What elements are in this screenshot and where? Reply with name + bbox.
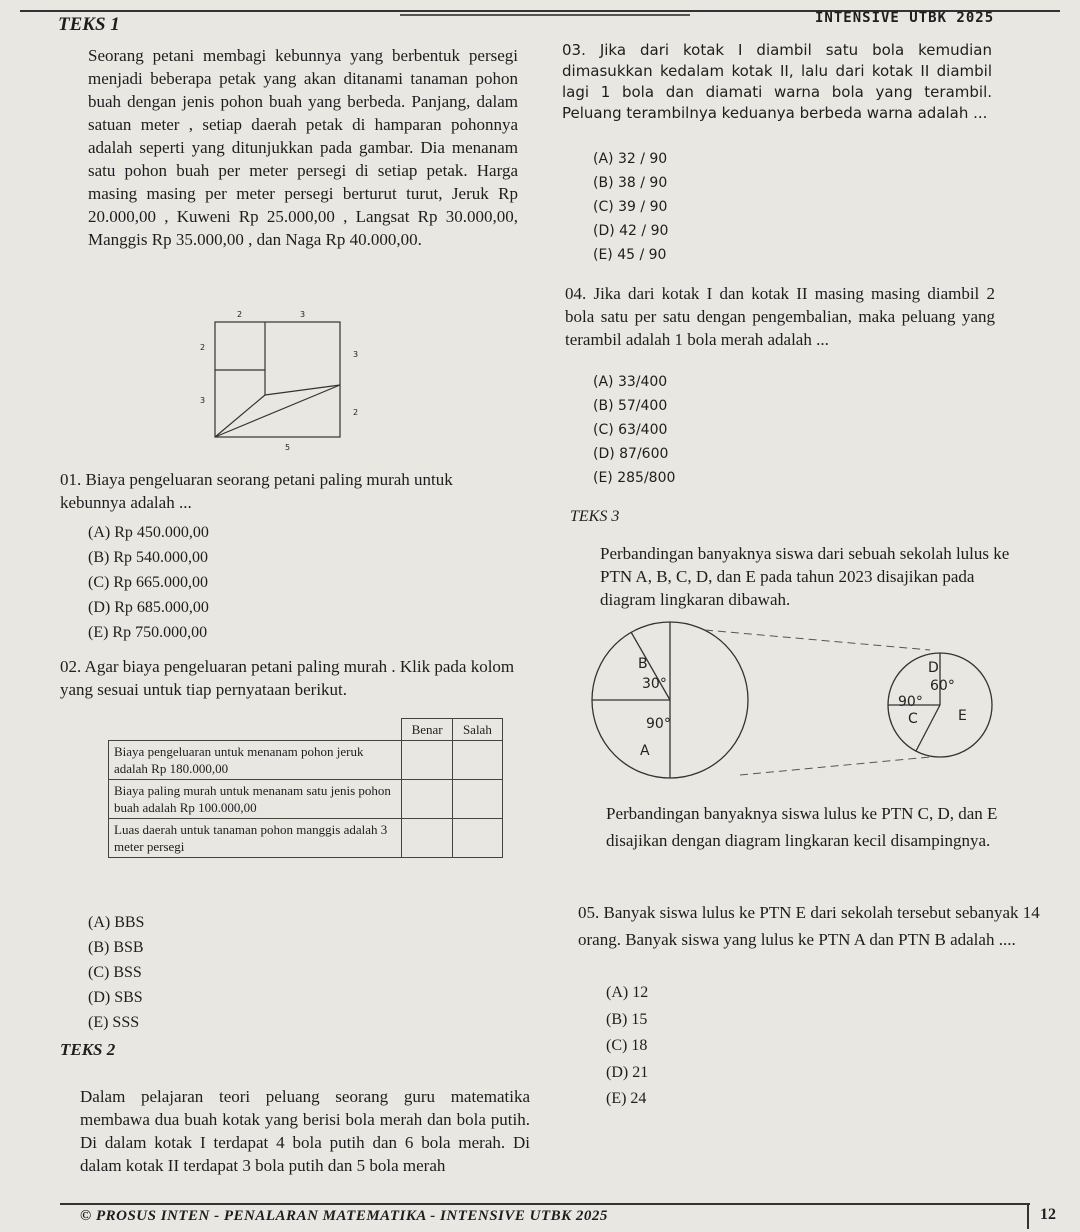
q01-option[interactable]: (C) Rp 665.000,00 [88, 574, 208, 591]
garden-divider [215, 395, 265, 437]
pie-label-a: A [640, 743, 650, 759]
q03-option[interactable]: (E) 45 / 90 [593, 247, 667, 263]
q01-option[interactable]: (A) Rp 450.000,00 [88, 524, 209, 541]
statement-3: Luas daerah untuk tanaman pohon manggis adalah 3 meter persegi [109, 819, 402, 858]
pie-label-c: C [908, 711, 918, 727]
header-salah: Salah [452, 719, 502, 741]
header-rule-2 [400, 14, 690, 16]
q01-option[interactable]: (D) Rp 685.000,00 [88, 599, 209, 616]
pie-diagram [590, 620, 1030, 790]
benar-cell-3[interactable] [402, 819, 452, 858]
q04-option[interactable]: (D) 87/600 [593, 446, 669, 462]
table-row [109, 741, 503, 780]
benar-cell-2[interactable] [402, 780, 452, 819]
pie-label-e: E [958, 708, 967, 724]
q01-option[interactable]: (B) Rp 540.000,00 [88, 549, 208, 566]
q01-options [88, 520, 209, 645]
pie-label-b: B [638, 656, 648, 672]
q04-option[interactable]: (C) 63/400 [593, 422, 668, 438]
pie-angle-a: 90° [646, 716, 671, 732]
q04-options [593, 370, 675, 490]
pie-angle-b: 30° [642, 676, 667, 692]
pie-label-d: D [928, 660, 939, 676]
q02-options [88, 910, 144, 1035]
salah-cell-1[interactable] [452, 741, 502, 780]
teks2-intro: Dalam pelajaran teori peluang seorang guru matematika membawa dua buah kotak yang berisi bola merah dan bola putih. Di dalam kotak I terdapat 4 bola putih dan 6 bola merah. Di dalam kotak II terdapat 3 bola putih dan 5 bola merah [80, 1087, 530, 1175]
q03-options [593, 147, 668, 267]
label-right-a: 3 [353, 350, 359, 359]
teks3-note: Perbandingan banyaknya siswa lulus ke PTN C, D, dan E disajikan dengan diagram lingkaran kecil disampingnya. [606, 804, 998, 850]
footer-text: © PROSUS INTEN - PENALARAN MATEMATIKA - INTENSIVE UTBK 2025 [80, 1208, 608, 1224]
footer-rule [60, 1203, 1030, 1205]
page-divider [1027, 1205, 1029, 1229]
q01-stem: 01. Biaya pengeluaran seorang petani paling murah untuk kebunnya adalah ... [60, 470, 453, 512]
teks3-title: TEKS 3 [570, 508, 620, 525]
statement-2: Biaya paling murah untuk menanam satu jenis pohon buah adalah Rp 100.000,00 [109, 780, 402, 819]
q03-option[interactable]: (C) 39 / 90 [593, 199, 668, 215]
label-left-a: 2 [200, 343, 206, 352]
benar-cell-1[interactable] [402, 741, 452, 780]
q02-option[interactable]: (D) SBS [88, 989, 143, 1006]
q05-option[interactable]: (D) 21 [606, 1063, 649, 1081]
q02-option[interactable]: (B) BSB [88, 939, 144, 956]
pie-angle-c: 90° [898, 694, 923, 710]
pie-angle-d: 60° [930, 678, 955, 694]
q02-table [108, 718, 503, 858]
q03-option[interactable]: (A) 32 / 90 [593, 151, 668, 167]
q03-option[interactable]: (B) 38 / 90 [593, 175, 668, 191]
garden-figure [190, 305, 370, 455]
page-number: 12 [1040, 1206, 1056, 1223]
connector-line [740, 757, 930, 775]
q03-stem: 03. Jika dari kotak I diambil satu bola kemudian dimasukkan kedalam kotak II, lalu dari kotak II diambil lagi 1 bola dan diamati warna bola yang terambil. Peluang terambilnya keduanya berbeda warna adalah ... [562, 41, 992, 122]
q01-option[interactable]: (E) Rp 750.000,00 [88, 624, 208, 641]
label-bottom: 5 [285, 443, 291, 452]
q02-stem: 02. Agar biaya pengeluaran petani paling murah . Klik pada kolom yang sesuai untuk tiap pernyataan berikut. [60, 657, 515, 699]
q02-option[interactable]: (C) BSS [88, 964, 142, 981]
connector-line [705, 630, 930, 650]
table-corner [109, 719, 402, 741]
q02-option[interactable]: (A) BBS [88, 914, 145, 931]
q05-option[interactable]: (E) 24 [606, 1090, 647, 1107]
label-left-b: 3 [200, 396, 206, 405]
label-top-a: 2 [237, 310, 243, 319]
q05-option[interactable]: (C) 18 [606, 1037, 648, 1054]
label-right-b: 2 [353, 408, 359, 417]
q04-option[interactable]: (A) 33/400 [593, 374, 668, 390]
q04-option[interactable]: (E) 285/800 [593, 470, 676, 486]
q05-option[interactable]: (B) 15 [606, 1010, 648, 1028]
small-radius [916, 705, 940, 751]
q05-options [606, 980, 648, 1113]
teks3-intro: Perbandingan banyaknya siswa dari sebuah sekolah lulus ke PTN A, B, C, D, dan E pada tahun 2023 disajikan pada diagram lingkaran dibawah. [600, 544, 1010, 609]
q04-option[interactable]: (B) 57/400 [593, 398, 668, 414]
statement-1: Biaya pengeluaran untuk menanam pohon jeruk adalah Rp 180.000,00 [109, 741, 402, 780]
header-benar: Benar [402, 719, 452, 741]
label-top-b: 3 [300, 310, 306, 319]
teks2-title: TEKS 2 [60, 1040, 116, 1059]
garden-outline [215, 322, 340, 437]
q02-option[interactable]: (E) SSS [88, 1014, 140, 1031]
q05-stem: 05. Banyak siswa lulus ke PTN E dari sekolah tersebut sebanyak 14 orang. Banyak siswa yang lulus ke PTN A dan PTN B adalah .... [578, 903, 1040, 949]
table-row [109, 780, 503, 819]
table-row [109, 819, 503, 858]
teks1-intro: Seorang petani membagi kebunnya yang berbentuk persegi menjadi beberapa petak yang akan ditanami tanaman pohon buah dengan jenis pohon buah yang berbeda. Panjang, dalam satuan meter , setiap daerah petak di hamparan pohonnya adalah seperti yang ditunjukkan pada gambar. Dia menanam satu pohon buah per meter persegi di setiap petak. Harga masing masing per meter persegi berturut turut, Jeruk Rp 20.000,00 , Kuweni Rp 25.000,00 , Langsat Rp 30.000,00, Manggis Rp 35.000,00 , dan Naga Rp 40.000,00. [88, 46, 518, 249]
q05-option[interactable]: (A) 12 [606, 984, 649, 1001]
salah-cell-3[interactable] [452, 819, 502, 858]
q03-option[interactable]: (D) 42 / 90 [593, 223, 669, 239]
teks1-title: TEKS 1 [58, 14, 120, 35]
q04-stem: 04. Jika dari kotak I dan kotak II masing masing diambil 2 bola satu per satu dengan pengembalian, maka peluang yang terambil adalah 1 bola merah adalah ... [565, 284, 995, 349]
header-title: INTENSIVE UTBK 2025 [815, 10, 995, 26]
salah-cell-2[interactable] [452, 780, 502, 819]
